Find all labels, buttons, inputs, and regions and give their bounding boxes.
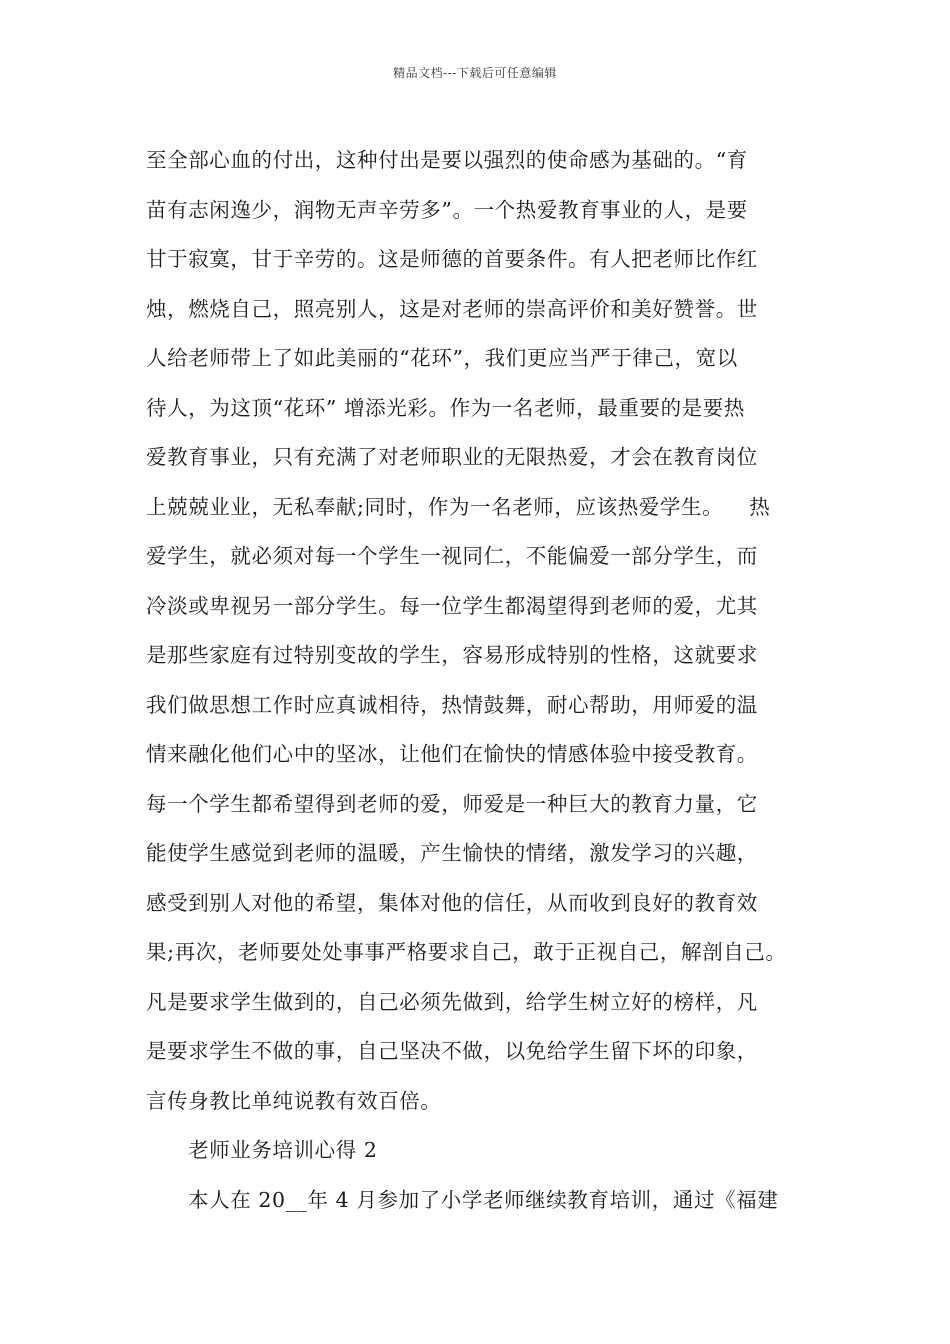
text-line: 言传身教比单纯说教有效百倍。 xyxy=(146,1088,442,1113)
section-heading: 老师业务培训心得 2 xyxy=(188,1138,378,1162)
text-line: 能使学生感觉到老师的温暖，产生愉快的情绪，激发学习的兴趣， xyxy=(146,841,758,865)
text-line: 冷淡或卑视另一部分学生。每一位学生都渴望得到老师的爱，尤其 xyxy=(146,593,758,618)
text-line: 待人，为这顶“花环” 增添光彩。作为一名老师，最重要的是要热 xyxy=(146,395,745,420)
text-line: 我们做思想工作时应真诚相待，热情鼓舞，耐心帮助，用师爱的温 xyxy=(146,692,758,717)
text-segment: 上兢兢业业，无私奉献;同时，作为一名老师，应该热爱学生。 xyxy=(146,494,724,519)
text-line: 感受到别人对他的希望，集体对他的信任，从而收到良好的教育效 xyxy=(146,890,758,915)
paragraph-start: 热 xyxy=(749,494,771,519)
text-line xyxy=(146,483,846,533)
text-line: 人给老师带上了如此美丽的“花环”，我们更应当严于律己，宽以 xyxy=(146,346,738,370)
document-body xyxy=(146,136,846,1225)
page-header: 精品文档---下载后可任意编辑 xyxy=(393,66,557,80)
text-line: 每一个学生都希望得到老师的爱，师爱是一种巨大的教育力量，它 xyxy=(146,791,758,816)
text-line: 烛，燃烧自己，照亮别人，这是对老师的崇高评价和美好赞誉。世 xyxy=(146,296,758,321)
text-line: 凡是要求学生做到的，自己必须先做到，给学生树立好的榜样，凡 xyxy=(146,989,758,1014)
text-line: 至全部心血的付出，这种付出是要以强烈的使命感为基础的。“育 xyxy=(146,148,748,172)
text-line: 是那些家庭有过特别变故的学生，容易形成特别的性格，这就要求 xyxy=(146,643,758,667)
text-line: 爱学生，就必须对每一个学生一视同仁，不能偏爱一部分学生，而 xyxy=(146,544,758,568)
text-line: 情来融化他们心中的坚冰，让他们在愉快的情感体验中接受教育。 xyxy=(146,742,758,766)
text-line: 果;再次，老师要处处事事严格要求自己，敢于正视自己，解剖自己。 xyxy=(146,940,787,964)
text-line: 本人在 20__年 4 月参加了小学老师继续教育培训，通过《福建 xyxy=(188,1187,779,1212)
text-line: 苗有志闲逸少，润物无声辛劳多”。一个热爱教育事业的人，是要 xyxy=(146,197,748,222)
text-line: 爱教育事业，只有充满了对老师职业的无限热爱，才会在教育岗位 xyxy=(146,445,758,469)
text-line: 是要求学生不做的事，自己坚决不做，以免给学生留下坏的印象， xyxy=(146,1039,758,1063)
text-line: 甘于寂寞，甘于辛劳的。这是师德的首要条件。有人把老师比作红 xyxy=(146,247,758,271)
